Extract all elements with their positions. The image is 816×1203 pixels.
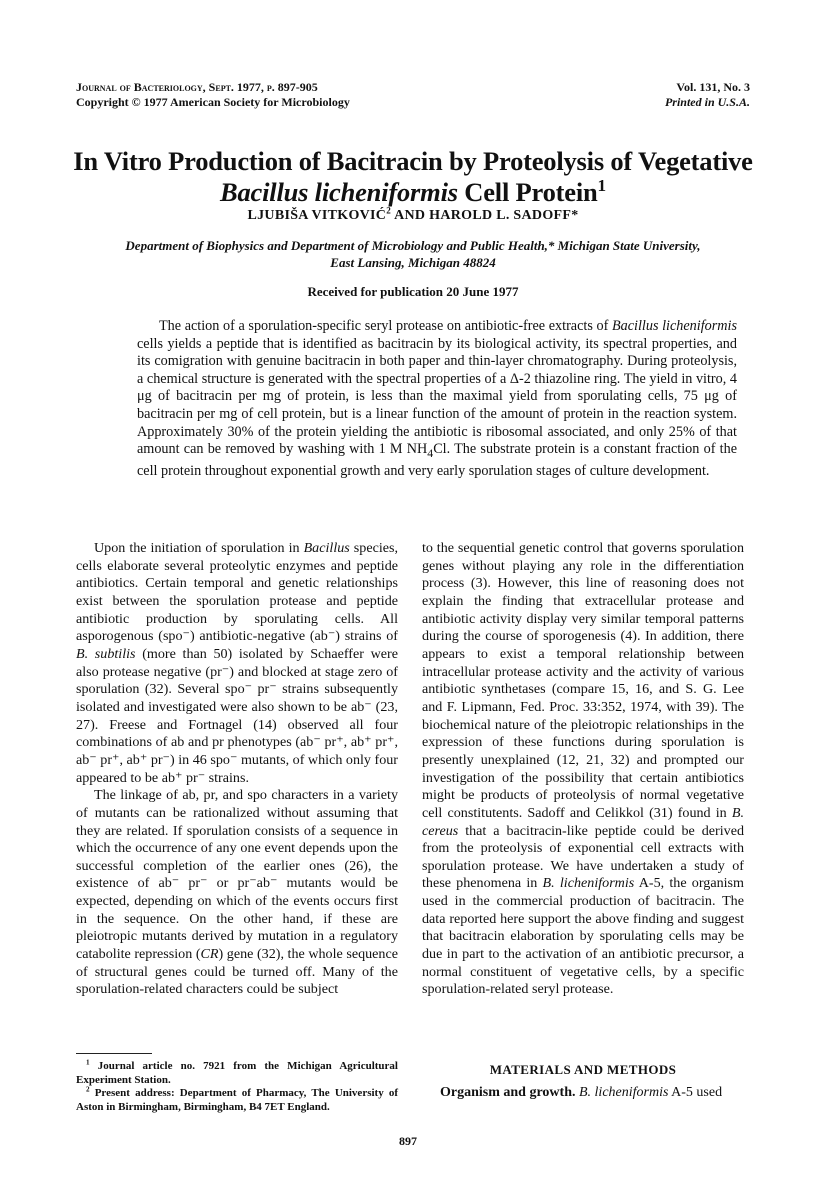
footnote-mark: 1 <box>86 1058 90 1067</box>
body-italic: CR <box>200 946 219 963</box>
author-1: LJUBIŠA VITKOVIĆ <box>247 208 387 223</box>
article-title <box>60 146 766 208</box>
body-text: that a bacitracin-like peptide could be derived from the proteolysis of exponential cell extracts with sporulation protease. We have undertaken a study of these phenomena in <box>422 822 744 892</box>
abstract-text-1: The action of a sporulation-specific seryl protease on antibiotic-free extracts of <box>159 318 612 334</box>
abstract-text-3: Cl. The substrate protein is a constant fraction of the cell protein throughout exponential growth and very early sporulation stages of culture development. <box>137 441 737 479</box>
footnote-divider <box>76 1053 152 1054</box>
intro-paragraph-2 <box>76 787 398 999</box>
author-joiner: AND <box>391 208 430 223</box>
body-italic: Bacillus <box>303 540 350 556</box>
left-column <box>76 540 398 999</box>
title-line-1: In Vitro Production of Bacitracin by Proteolysis of Vegetative <box>73 146 753 176</box>
affiliation <box>70 237 756 271</box>
volume-number: Vol. 131, No. 3 <box>676 80 750 94</box>
copyright-notice: Copyright © 1977 American Society for Microbiology <box>76 95 350 109</box>
author-2: HAROLD L. SADOFF* <box>429 208 579 223</box>
abstract-subscript: 4 <box>427 445 434 460</box>
affiliation-line-1: Department of Biophysics and Department of Microbiology and Public Health,* Michigan State University, <box>125 238 701 253</box>
running-header-right <box>665 80 750 110</box>
body-text: to the sequential genetic control that governs sporulation genes without playing any role in the differentiation process (3). However, this line of reasoning does not explain the finding that extracellular protease and antibiotic activity display very similar temporal patterns during the course of sporogenesis (4). In addition, there appears to exist a temporal relationship between intracellular protease activity and the activity of various antibiotic synthetases (compare 15, 16, and S. G. Lee and F. Lipmann, Fed. Proc. 33:352, 1974, with 39). The biochemical nature of the pleiotropic relationships in the expression of these functions during sporulation is presently unexplained (12, 21, 32) and prompted our investigation of the possibility that certain antibiotics might be products of proteolysis of normal vegetative cell constitutents. Sadoff and Celikkol (31) found in <box>422 540 744 821</box>
footnote-2 <box>76 1087 398 1114</box>
footnote-text: Present address: Department of Pharmacy, The University of Aston in Birmingham, Birmingham, B4 7ET England. <box>76 1087 398 1113</box>
section-heading: MATERIALS AND METHODS <box>489 1062 677 1077</box>
affiliation-line-2: East Lansing, Michigan 48824 <box>330 255 496 270</box>
title-line-2: Cell Protein <box>457 177 598 207</box>
journal-citation: Journal of Bacteriology, Sept. 1977, p. 897-905 <box>76 80 318 94</box>
methods-text: A-5 used <box>668 1085 723 1100</box>
printed-in: Printed in U.S.A. <box>664 95 750 109</box>
abstract-text-2: cells yields a peptide that is identified as bacitracin by its biological activity, its spectral properties, and its comigration with genuine bacitracin in both paper and thin-layer chromatography. During proteolysis, a chemical structure is generated with the spectral properties of a Δ-2 thiazoline ring. The yield in vitro, 4 μg of bacitracin per mg of protein, is less than the maximal yield from sporulating cells, 75 μg of bacitracin per mg of cell protein, but is a linear function of the amount of protein in the reaction system. Approximately 30% of the protein yielding the antibiotic is ribosomal associated, and only 25% of that amount can be removed by washing with 1 M NH <box>137 335 737 458</box>
footnotes <box>76 1060 398 1114</box>
abstract <box>137 318 737 480</box>
body-text: (more than 50) isolated by Schaeffer were also protease negative (pr⁻) and blocked at stage zero of sporulation (32). Several spo⁻ pr⁻ strains subsequently isolated and investigated were also shown to be ab⁻ (23, 27). Freese and Fortnagel (14) observed all four combinations of ab and pr phenotypes (ab⁻ pr⁺, ab⁺ pr⁺, ab⁻ pr⁺, ab⁺ pr⁻) in 46 spo⁻ mutants, of which only four appeared to be ab⁺ pr⁻ strains. <box>76 645 398 786</box>
author-list <box>60 205 766 224</box>
right-column <box>422 540 744 999</box>
body-text: The linkage of ab, pr, and spo characters in a variety of mutants can be rationalized without assuming that they are related. If sporulation consists of a sequence in which the occurrence of any one event depends upon the successful completion of the earlier ones (26), the existence of ab⁻ pr⁻ or pr⁻ab⁻ mutants would be expected, depending on which of the events occurs first in the sequence. On the other hand, if these are pleiotropic mutants derived by mutation in a regulatory catabolite repression ( <box>76 787 398 963</box>
body-text: ) gene (32), the whole sequence of structural genes could be turned off. Many of the sporulation-related characters could be subject <box>76 946 398 998</box>
title-footnote-mark: 1 <box>597 176 606 196</box>
received-date: Received for publication 20 June 1977 <box>307 284 519 299</box>
methods-organism: B. licheniformis <box>575 1085 669 1100</box>
body-text: A-5, the organism used in the commercial production of bacitracin. The data reported here support the above finding and suggest that bacitracin elaboration by sporulating cells may be due in part to the activation of an antibiotic precursor, a normal constituent of vegetative cells, by a specific sporulation-related seryl protease. <box>422 875 744 998</box>
abstract-organism: Bacillus licheniformis <box>611 318 737 334</box>
running-header-left <box>76 80 350 110</box>
body-italic: B. subtilis <box>76 645 136 662</box>
footnote-mark: 2 <box>86 1085 90 1094</box>
author-1-footnote-mark: 2 <box>386 205 392 216</box>
methods-first-line <box>422 1084 752 1101</box>
page-number: 897 <box>399 1134 417 1148</box>
body-text: species, cells elaborate several proteolytic enzymes and peptide antibiotics. Certain temporal and genetic relationships exist between the sporulation protease and peptide antibiotic production by sporulating cells. All asporogenous (spo⁻) antibiotic-negative (ab⁻) strains of <box>76 540 399 645</box>
methods-subheading: Organism and growth. <box>440 1085 576 1100</box>
body-text: Upon the initiation of sporulation in <box>94 540 304 556</box>
footnote-1 <box>76 1060 398 1087</box>
footnote-text: Journal article no. 7921 from the Michigan Agricultural Experiment Station. <box>76 1060 398 1086</box>
intro-paragraph-continued <box>422 540 744 999</box>
title-organism: Bacillus licheniformis <box>220 177 458 207</box>
body-italic: B. licheniformis <box>542 875 635 892</box>
body-italic: B. cereus <box>422 804 744 839</box>
intro-paragraph-1 <box>76 540 398 787</box>
